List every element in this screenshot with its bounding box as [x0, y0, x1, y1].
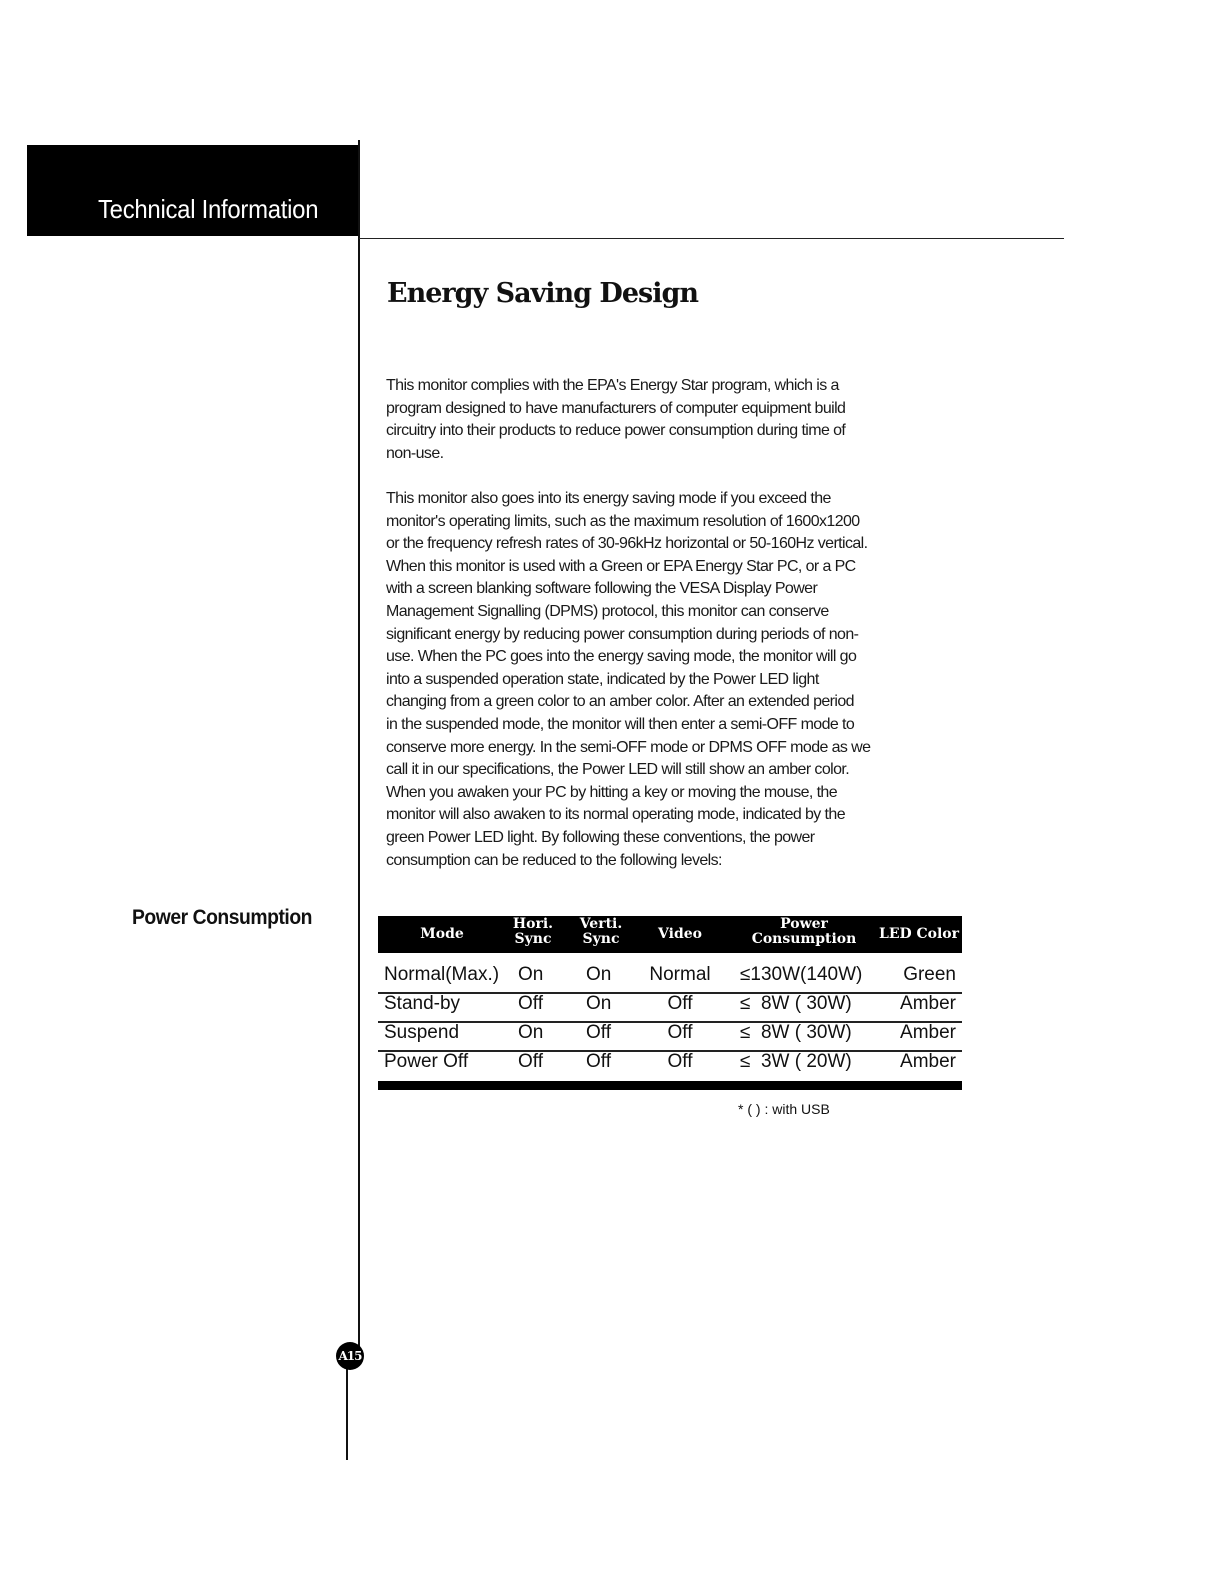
column-header — [398, 927, 486, 942]
table-cell: Amber — [900, 1051, 956, 1072]
column-header-line: Verti. — [579, 916, 623, 932]
paragraph-line: use. When the PC goes into the energy saving mode, the monitor will go — [386, 648, 857, 666]
vertical-rule-lower — [346, 1365, 348, 1460]
table-header — [378, 916, 962, 953]
column-header — [574, 917, 628, 947]
table-cell: Off — [667, 1051, 693, 1072]
table-cell: Normal(Max.) — [384, 964, 500, 985]
table-cell: Off — [518, 1051, 543, 1072]
table-cell: Power Off — [384, 1051, 469, 1072]
table-bottom-bar — [378, 1081, 962, 1090]
paragraph-line: with a screen blanking software following the VESA Display Power — [386, 580, 818, 598]
paragraph-line: consumption can be reduced to the following levels: — [386, 851, 722, 869]
table-cell: ≤ 8W ( 30W) — [740, 1022, 852, 1043]
paragraph-line: changing from a green color to an amber color. After an extended period — [386, 693, 854, 711]
paragraph-line: call it in our specifications, the Power LED will still show an amber color. — [386, 761, 850, 779]
paragraph-2 — [386, 488, 870, 872]
paragraph-1 — [386, 375, 845, 465]
table-cell: On — [586, 993, 612, 1014]
side-heading: Power Consumption — [132, 906, 313, 929]
page-title: Energy Saving Design — [387, 278, 698, 309]
table-cell: Off — [586, 1022, 611, 1043]
paragraph-line: or the frequency refresh rates of 30-96kHz horizontal or 50-160Hz vertical. — [386, 535, 868, 553]
paragraph-line: This monitor complies with the EPA's Energy Star program, which is a — [386, 377, 839, 394]
column-header-line: Sync — [582, 931, 620, 947]
table-cell: Off — [518, 993, 543, 1014]
column-header — [876, 927, 962, 942]
paragraph-line: monitor will also awaken to its normal operating mode, indicated by the — [386, 806, 845, 824]
column-header-line: Consumption — [751, 931, 857, 947]
column-header-line: Power — [780, 916, 828, 932]
table-row — [378, 964, 962, 993]
paragraph-line: conserve more energy. In the semi-OFF mode or DPMS OFF mode as we — [386, 738, 871, 756]
paragraph-line: When you awaken your PC by hitting a key or moving the mouse, the — [386, 783, 838, 801]
paragraph-line: non-use. — [386, 444, 444, 462]
table-cell: ≤130W(140W) — [740, 964, 863, 985]
paragraph-line: significant energy by reducing power consumption during periods of non- — [386, 625, 859, 643]
column-header — [740, 917, 868, 947]
table-cell: Off — [667, 1022, 693, 1043]
paragraph-line: circuitry into their products to reduce power consumption during time of — [386, 422, 846, 440]
table-cell: Suspend — [384, 1022, 460, 1043]
column-header-line: Video — [658, 926, 702, 942]
table-cell: Normal — [649, 964, 711, 985]
table-cell: Stand-by — [384, 993, 461, 1014]
table-cell: Green — [903, 964, 956, 985]
column-header-line: Mode — [420, 926, 464, 942]
column-header — [506, 917, 560, 947]
table-cell: Amber — [900, 993, 956, 1014]
paragraph-line: program designed to have manufacturers of computer equipment build — [386, 399, 846, 417]
table-cell: ≤ 8W ( 30W) — [740, 993, 852, 1014]
table-cell: On — [518, 964, 544, 985]
table-cell: On — [586, 964, 612, 985]
table-cell: Off — [667, 993, 693, 1014]
column-header-line: LED Color — [878, 926, 960, 942]
table-row — [378, 993, 962, 1022]
horizontal-rule — [359, 238, 1064, 239]
table-cell: ≤ 3W ( 20W) — [740, 1051, 852, 1072]
column-header — [640, 927, 720, 942]
paragraph-line: This monitor also goes into its energy saving mode if you exceed the — [386, 490, 831, 507]
page-number-badge: A15 — [336, 1342, 364, 1370]
table-cell: Amber — [900, 1022, 956, 1043]
paragraph-line: Management Signalling (DPMS) protocol, this monitor can conserve — [386, 602, 829, 620]
table-cell: On — [518, 1022, 544, 1043]
column-header-line: Sync — [514, 931, 552, 947]
paragraph-line: When this monitor is used with a Green or EPA Energy Star PC, or a PC — [386, 557, 856, 575]
paragraph-line: monitor's operating limits, such as the maximum resolution of 1600x1200 — [386, 512, 860, 530]
table-row — [378, 1051, 962, 1080]
table-footnote: * ( ) : with USB — [738, 1101, 830, 1117]
paragraph-line: into a suspended operation state, indicated by the Power LED light — [386, 670, 819, 688]
section-title: Technical Information — [98, 194, 319, 224]
table-cell: Off — [586, 1051, 611, 1072]
table-row — [378, 1022, 962, 1051]
column-header-line: Hori. — [512, 916, 554, 932]
vertical-rule — [358, 140, 360, 1350]
paragraph-line: green Power LED light. By following these conventions, the power — [386, 828, 815, 846]
paragraph-line: in the suspended mode, the monitor will then enter a semi-OFF mode to — [386, 715, 855, 733]
